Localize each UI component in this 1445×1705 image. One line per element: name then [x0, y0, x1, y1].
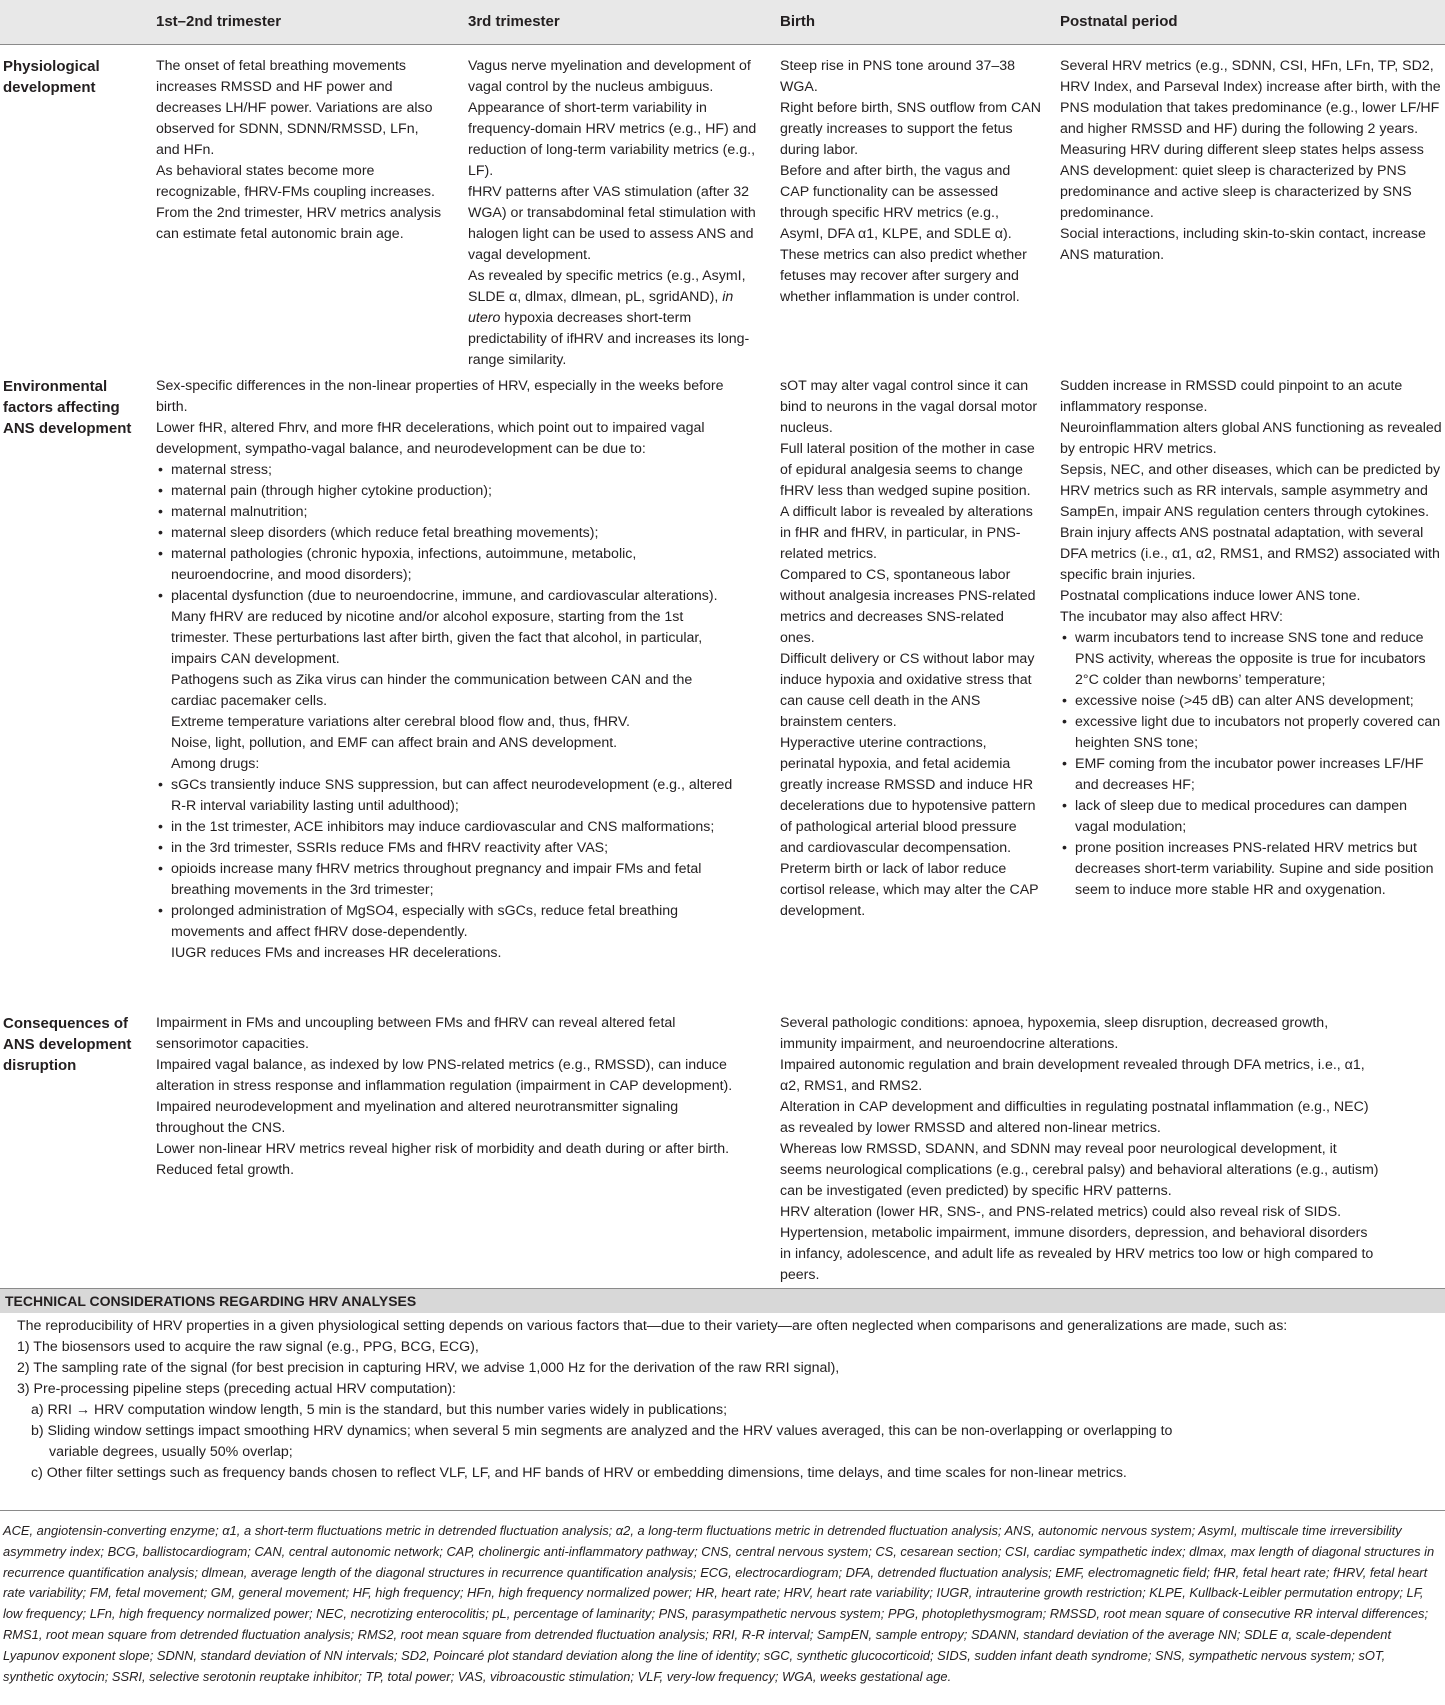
technical-title: TECHNICAL CONSIDERATIONS REGARDING HRV ANALYSES [5, 1293, 417, 1309]
cell-text: Preterm birth or lack of labor reduce cortisol release, which may alter the CAP development. [780, 861, 1039, 919]
cell-text: Hypertension, metabolic impairment, immune disorders, depression, and behavioral disorders in infancy, adolescence, and adult life as revealed by HRV metrics too low or high compared to peers. [780, 1225, 1374, 1283]
cell-text: Extreme temperature variations alter cerebral blood flow and, thus, fHRV. [171, 714, 630, 730]
cell-text: Among drugs: [171, 756, 260, 772]
technical-subitem: b) Sliding window settings impact smoothing HRV dynamics; when several 5 min segments are analyzed and the HRV values averaged, this can be non-overlapping or overlapping to [31, 1423, 1173, 1439]
list-item: • opioids increase many fHRV metrics throughout pregnancy and impair FMs and fetal breathing movements in the 3rd trimester; [156, 859, 736, 901]
cell-text: Impaired neurodevelopment and myelination and altered neurotransmitter signaling throughout the CNS. [156, 1099, 679, 1136]
cell-env-postnatal [1060, 376, 1442, 901]
cell-physio-birth [780, 56, 1042, 308]
cell-text: Steep rise in PNS tone around 37–38 WGA. [780, 58, 1016, 95]
technical-body [17, 1316, 1427, 1484]
cell-physio-postnatal [1060, 56, 1442, 266]
cell-text: Noise, light, pollution, and EMF can affect brain and ANS development. [171, 735, 618, 751]
list-item: • in the 3rd trimester, SSRIs reduce FMs and fHRV reactivity after VAS; [156, 838, 736, 859]
technical-intro: The reproducibility of HRV properties in a given physiological setting depends on various factors that—due to their variety—are often neglected when comparisons and generalizations are made, such as: [17, 1318, 1288, 1334]
cell-physio-t3 [468, 56, 760, 371]
cell-text: Whereas low RMSSD, SDANN, and SDNN may reveal poor neurological development, it seems neurological complications (e.g., cerebral palsy) and behavioral alterations (e.g., autism) can be investigated (even predicted) by specific HRV patterns. [780, 1141, 1379, 1199]
list-item: • in the 1st trimester, ACE inhibitors may induce cardiovascular and CNS malformations; [156, 817, 736, 838]
list-item: • maternal stress; [156, 460, 736, 481]
list-item: • excessive light due to incubators not properly covered can heighten SNS tone; [1060, 712, 1442, 754]
cell-cons-postnatal [780, 1013, 1380, 1286]
list [156, 775, 736, 943]
cell-text: Sudden increase in RMSSD could pinpoint to an acute inflammatory response. [1060, 378, 1403, 415]
row-label-consequences: Consequences of ANS development disruption [3, 1015, 132, 1074]
list-item: • maternal pain (through higher cytokine production); [156, 481, 736, 502]
list-item: • prone position increases PNS-related HRV metrics but decreases short-term variability. Supine and side position seem to induce more stable HR and oxygenation. [1060, 838, 1442, 901]
technical-subitem: c) Other filter settings such as frequency bands chosen to reflect VLF, LF, and HF bands of HRV or embedding dimensions, time delays, and time scales for non-linear metrics. [31, 1465, 1127, 1481]
row-label-physiological: Physiological development [3, 58, 100, 96]
list-item: • EMF coming from the incubator power increases LF/HF and decreases HF; [1060, 754, 1442, 796]
cell-text: fHRV patterns after VAS stimulation (after 32 WGA) or transabdominal fetal stimulation with halogen light can be used to assess ANS and vagal development. [468, 184, 756, 263]
cell-text [468, 266, 760, 371]
cell-text: These metrics can also predict whether fetuses may recover after surgery and whether inflammation is under control. [780, 247, 1027, 305]
header-col-postnatal: Postnatal period [1060, 13, 1178, 30]
cell-text: The incubator may also affect HRV: [1060, 609, 1283, 625]
italic-term: in utero [468, 289, 734, 326]
cell-text: The onset of fetal breathing movements increases RMSSD and HF power and decreases LH/HF power. Variations are also observed for SDNN, SDNN/RMSSD, LFn, and HFn. [156, 58, 433, 158]
cell-text: Social interactions, including skin-to-skin contact, increase ANS maturation. [1060, 226, 1426, 263]
cell-text: Impaired autonomic regulation and brain development revealed through DFA metrics, i.e., α1, α2, RMS1, and RMS2. [780, 1057, 1365, 1094]
cell-text: Several pathologic conditions: apnoea, hypoxemia, sleep disruption, decreased growth, immunity impairment, and neuroendocrine alterations. [780, 1015, 1329, 1052]
technical-subitem: a) RRI → HRV computation window length, 5 min is the standard, but this number varies widely in publications; [31, 1402, 728, 1418]
cell-text: Lower fHR, altered Fhrv, and more fHR decelerations, which point out to impaired vagal development, sympatho-vagal balance, and neurodevelopment can be due to: [156, 420, 705, 457]
list-item: • placental dysfunction (due to neuroendocrine, immune, and cardiovascular alterations). [156, 586, 736, 607]
cell-text: Vagus nerve myelination and development of vagal control by the nucleus ambiguus. [468, 58, 751, 95]
cell-text: Lower non-linear HRV metrics reveal higher risk of morbidity and death during or after birth. [156, 1141, 730, 1157]
cell-text: Sex-specific differences in the non-linear properties of HRV, especially in the weeks before birth. [156, 378, 724, 415]
cell-text: As behavioral states become more recognizable, fHRV-FMs coupling increases. [156, 163, 435, 200]
header-col-birth: Birth [780, 13, 815, 30]
list-item: • sGCs transiently induce SNS suppression, but can affect neurodevelopment (e.g., altered R-R interval variability lasting until adulthood); [156, 775, 736, 817]
cell-physio-t12 [156, 56, 446, 245]
cell-text: Before and after birth, the vagus and CAP functionality can be assessed through specific HRV metrics (e.g., AsymI, DFA α1, KLPE, and SDLE α). [780, 163, 1012, 242]
header-col-1st-2nd-trimester: 1st–2nd trimester [156, 13, 282, 30]
technical-bottom-rule [0, 1510, 1445, 1511]
cell-text: IUGR reduces FMs and increases HR decelerations. [171, 945, 502, 961]
cell-text: Impaired vagal balance, as indexed by low PNS-related metrics (e.g., RMSSD), can induce alteration in stress response and inflammation regulation (impairment in CAP development). [156, 1057, 733, 1094]
list-item: • warm incubators tend to increase SNS tone and reduce PNS activity, whereas the opposite is true for incubators 2°C colder than newborns’ temperature; [1060, 628, 1442, 691]
technical-item: 3) Pre-processing pipeline steps (preceding actual HRV computation): [17, 1381, 456, 1397]
list [156, 460, 736, 607]
cell-text: Postnatal complications induce lower ANS tone. [1060, 588, 1361, 604]
cell-text: Several HRV metrics (e.g., SDNN, CSI, HFn, LFn, TP, SD2, HRV Index, and Parseval Index) increase after birth, with the PNS modulation that takes predominance (e.g., lower LF/HF and higher RMSSD and HF) during the following 2 years. [1060, 58, 1441, 137]
cell-text: From the 2nd trimester, HRV metrics analysis can estimate fetal autonomic brain age. [156, 205, 442, 242]
cell-text: HRV alteration (lower HR, SNS-, and PNS-related metrics) could also reveal risk of SIDS. [780, 1204, 1342, 1220]
technical-item: 2) The sampling rate of the signal (for best precision in capturing HRV, we advise 1,000 Hz for the derivation of the raw RRI signal), [17, 1360, 840, 1376]
cell-text: Impairment in FMs and uncoupling between FMs and fHRV can reveal altered fetal sensorimotor capacities. [156, 1015, 676, 1052]
list-item: • excessive noise (>45 dB) can alter ANS development; [1060, 691, 1442, 712]
cell-text: Appearance of short-term variability in frequency-domain HRV metrics (e.g., HF) and reduction of long-term variability metrics (e.g., LF). [468, 100, 757, 179]
header-rule [0, 44, 1445, 45]
cell-text: Pathogens such as Zika virus can hinder the communication between CAN and the cardiac pacemaker cells. [171, 672, 693, 709]
cell-text: Full lateral position of the mother in case of epidural analgesia seems to change fHRV less than wedged supine position. [780, 441, 1035, 499]
cell-text: Reduced fetal growth. [156, 1162, 295, 1178]
header-col-3rd-trimester: 3rd trimester [468, 13, 560, 30]
cell-text: Compared to CS, spontaneous labor without analgesia increases PNS-related metrics and decreases SNS-related ones. [780, 567, 1036, 646]
cell-text: Alteration in CAP development and difficulties in regulating postnatal inflammation (e.g., NEC) as revealed by lower RMSSD and altered non-linear metrics. [780, 1099, 1369, 1136]
row-label-environmental: Environmental factors affecting ANS development [3, 378, 132, 437]
text-run: As revealed by specific metrics (e.g., AsymI, SLDE α, dlmax, dlmean, pL, sgridAND), [468, 268, 746, 305]
abbreviations-footnote: ACE, angiotensin-converting enzyme; α1, a short-term fluctuations metric in detrended fluctuation analysis; α2, a long-term fluctuations metric in detrended fluctuation analysis; ANS, autonomic nervous system; AsymI, multiscale time irreversibility asymmetry index; BCG, ballistocardiogram; CAN, central autonomic network; CAP, cholinergic anti-inflammatory pathway; CNS, central nervous system; CS, cesarean section; CSI, cardiac sympathetic index; dlmax, max length of diagonal structures in recurrence quantification analysis; dlmean, average length of the diagonal structures in recurrence quantification analysis; ECG, electrocardiogram; DFA, detrended fluctuation analysis; EMF, electromagnetic field; fHR, fetal heart rate; fHRV, fetal heart rate variability; FM, fetal movement; GM, general movement; HF, high frequency; HFn, high frequency normalized power; HR, heart rate; HRV, heart rate variability; IUGR, intrauterine growth restriction; KLPE, Kullback-Leibler permutation entropy; LF, low frequency; LFn, high frequency normalized power; NEC, necrotizing enterocolitis; pL, percentage of laminarity; PNS, parasympathetic nervous system; PPG, photoplethysmogram; RMSSD, root mean square of consecutive RR interval differences; RMS1, root mean square from detrended fluctuation analysis; RMS2, root mean square from detrended fluctuation analysis; RRI, R-R interval; SampEN, sample entropy; SDANN, standard deviation of the average NN; SDLE α, scale-dependent Lyapunov exponent slope; SDNN, standard deviation of NN intervals; SD2, Poincaré plot standard deviation along the line of identity; sGC, synthetic glucocorticoid; SIDS, sudden infant death syndrome; SNS, sympathetic nervous system; sOT, synthetic oxytocin; SSRI, selective serotonin reuptake inhibitor; TP, total power; VAS, vibroacoustic stimulation; VLF, very-low frequency; WGA, weeks gestational age. [3, 1523, 1435, 1684]
cell-text: Brain injury affects ANS postnatal adaptation, with several DFA metrics (i.e., α1, α2, RMS1, and RMS2) associated with specific brain injuries. [1060, 525, 1440, 583]
list-item: • lack of sleep due to medical procedures can dampen vagal modulation; [1060, 796, 1442, 838]
cell-text: Right before birth, SNS outflow from CAN greatly increases to support the fetus during labor. [780, 100, 1041, 158]
technical-item: 1) The biosensors used to acquire the raw signal (e.g., PPG, BCG, ECG), [17, 1339, 479, 1355]
list-item: • maternal sleep disorders (which reduce fetal breathing movements); [156, 523, 736, 544]
cell-text: Hyperactive uterine contractions, perinatal hypoxia, and fetal acidemia greatly increase RMSSD and induce HR decelerations due to hypotensive pattern of pathological arterial blood pressure and cardiovascular decompensation. [780, 735, 1036, 856]
cell-text: Difficult delivery or CS without labor may induce hypoxia and oxidative stress that can cause cell death in the ANS brainstem centers. [780, 651, 1035, 730]
cell-text: sOT may alter vagal control since it can bind to neurons in the vagal dorsal motor nucleus. [780, 378, 1038, 436]
cell-env-prenatal [156, 376, 736, 964]
technical-section-header [0, 1289, 1445, 1313]
cell-text: Sepsis, NEC, and other diseases, which can be predicted by HRV metrics such as RR intervals, sample asymmetry and SampEn, impair ANS regulation centers through cytokines. [1060, 462, 1441, 520]
cell-text: Neuroinflammation alters global ANS functioning as revealed by entropic HRV metrics. [1060, 420, 1442, 457]
cell-text: Many fHRV are reduced by nicotine and/or alcohol exposure, starting from the 1st trimester. These perturbations last after birth, given the fact that alcohol, in particular, impairs CAN development. [171, 609, 703, 667]
cell-env-birth [780, 376, 1042, 922]
cell-text: Measuring HRV during different sleep states helps assess ANS development: quiet sleep is characterized by PNS predominance and active sleep is characterized by SNS predominance. [1060, 142, 1424, 221]
technical-subitem-continued: variable degrees, usually 50% overlap; [49, 1444, 293, 1460]
list-item: • prolonged administration of MgSO4, especially with sGCs, reduce fetal breathing movements and affect fHRV dose-dependently. [156, 901, 736, 943]
list-item: • maternal malnutrition; [156, 502, 736, 523]
cell-cons-prenatal [156, 1013, 736, 1181]
cell-text: A difficult labor is revealed by alterations in fHR and fHRV, in particular, in PNS-related metrics. [780, 504, 1033, 562]
list-item: • maternal pathologies (chronic hypoxia, infections, autoimmune, metabolic, neuroendocrine, and mood disorders); [156, 544, 736, 586]
list [1060, 628, 1442, 901]
text-run: hypoxia decreases short-term predictability of ifHRV and increases its long-range similarity. [468, 310, 750, 368]
